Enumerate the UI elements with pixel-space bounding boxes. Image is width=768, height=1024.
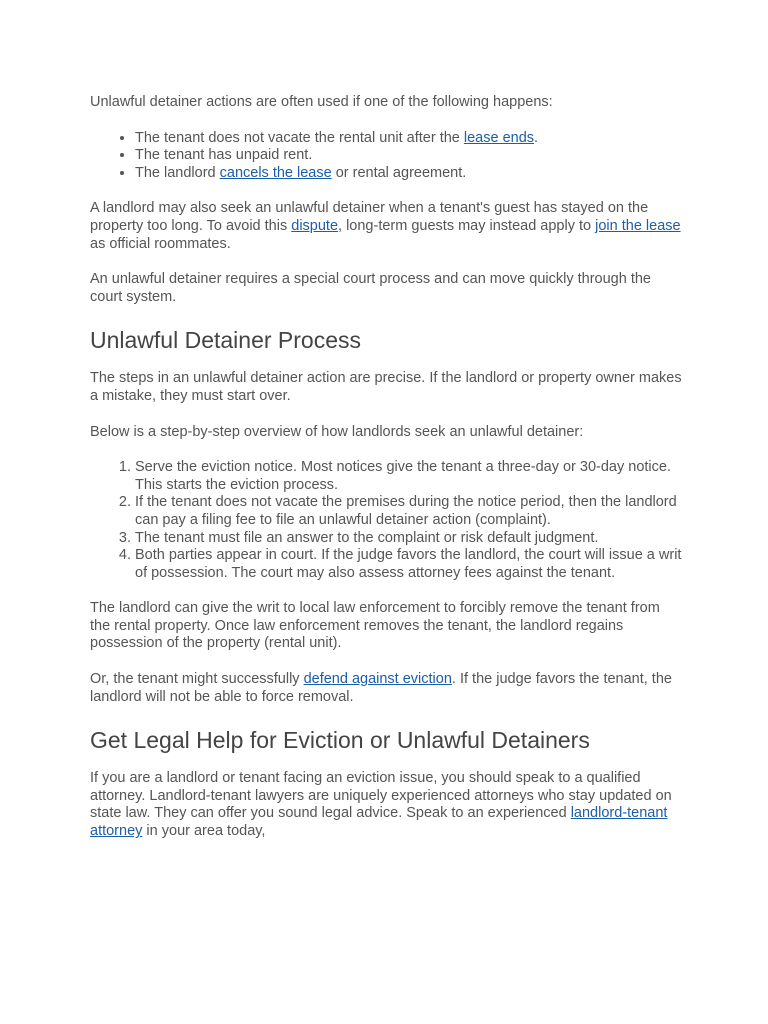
join-the-lease-link[interactable]: join the lease bbox=[595, 217, 681, 234]
list-item: • The tenant has unpaid rent. bbox=[135, 147, 682, 165]
writ-paragraph: The landlord can give the writ to local law enforcement to forcibly remove the tenant from the rental property. Once law enforcement removes the tenant, the landlord regains possession of the property (rental unit). bbox=[90, 600, 660, 652]
process-heading: Unlawful Detainer Process bbox=[90, 327, 362, 354]
steps-list bbox=[90, 459, 682, 582]
legal-help-paragraph: If you are a landlord or tenant facing an eviction issue, you should speak to a qualified attorney. Landlord-tenant lawyers are uniquely experienced attorneys who stay updated on state law. They can offer you sound legal advice. Speak to an experienced landlord-tenant attorney in your area today, bbox=[90, 770, 672, 840]
list-item: 1. Serve the eviction notice. Most notices give the tenant a three-day or 30-day notice. This starts the eviction process. bbox=[135, 459, 682, 494]
intro-paragraph: Unlawful detainer actions are often used if one of the following happens: bbox=[90, 94, 553, 110]
process-overview-paragraph: Below is a step-by-step overview of how landlords seek an unlawful detainer: bbox=[90, 423, 584, 440]
dispute-link[interactable]: dispute bbox=[291, 217, 339, 234]
list-item: • The landlord cancels the lease or rental agreement. bbox=[135, 165, 682, 183]
article-body bbox=[90, 94, 682, 859]
guest-paragraph: A landlord may also seek an unlawful detainer when a tenant's guest has stayed on the property too long. To avoid this dispute, long-term guests may instead apply to join the lease as official roommates. bbox=[90, 200, 681, 252]
legal-help-heading: Get Legal Help for Eviction or Unlawful Detainers bbox=[90, 727, 590, 754]
list-item: 3. The tenant must file an answer to the complaint or risk default judgment. bbox=[135, 530, 682, 548]
lease-ends-link[interactable]: lease ends bbox=[463, 129, 535, 146]
special-process-paragraph: An unlawful detainer requires a special court process and can move quickly through the court system. bbox=[90, 271, 651, 305]
defense-paragraph: Or, the tenant might successfully defend against eviction. If the judge favors the tenant, the landlord will not be able to force removal. bbox=[90, 671, 672, 705]
cancels-the-lease-link[interactable]: cancels the lease bbox=[219, 164, 332, 181]
landlord-tenant-attorney-link[interactable]: landlord-tenant attorney bbox=[90, 805, 668, 840]
list-item: 2. If the tenant does not vacate the premises during the notice period, then the landlord can pay a filing fee to file an unlawful detainer action (complaint). bbox=[135, 494, 682, 529]
reasons-list bbox=[90, 130, 682, 183]
process-intro-paragraph: The steps in an unlawful detainer action are precise. If the landlord or property owner makes a mistake, they must start over. bbox=[90, 370, 682, 404]
defend-against-eviction-link[interactable]: defend against eviction bbox=[303, 671, 452, 688]
list-item: • The tenant does not vacate the rental unit after the lease ends. bbox=[135, 130, 682, 148]
list-item: 4. Both parties appear in court. If the judge favors the landlord, the court will issue a writ of possession. The court may also assess attorney fees against the tenant. bbox=[135, 547, 682, 582]
